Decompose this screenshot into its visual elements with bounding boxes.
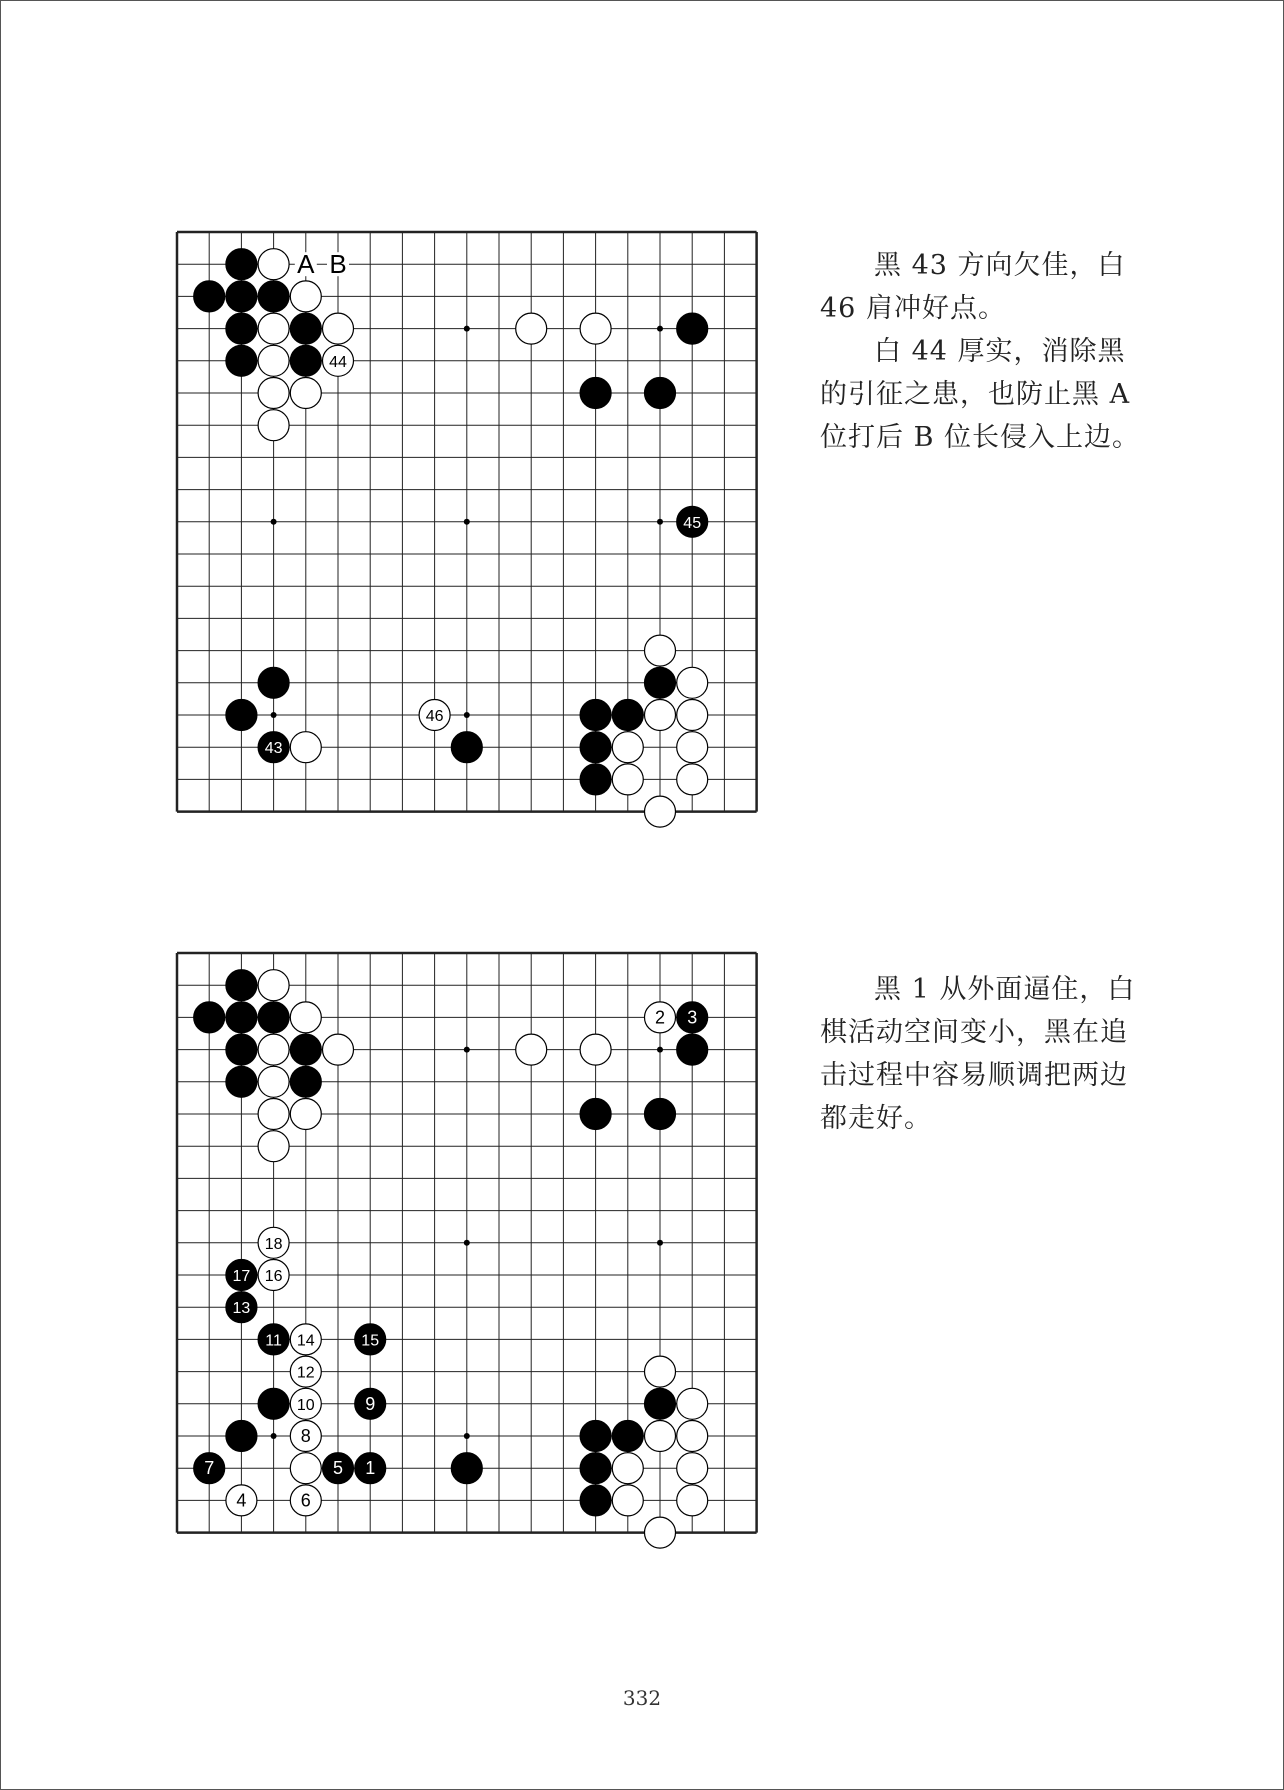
white-stone	[677, 1485, 708, 1516]
white-stone	[290, 1002, 321, 1033]
white-stone	[258, 249, 289, 280]
black-stone	[677, 313, 708, 344]
white-stone	[258, 970, 289, 1001]
black-stone	[355, 1324, 386, 1355]
black-stone	[226, 1292, 257, 1323]
caption-paragraph: 黑 1 从外面逼住，白棋活动空间变小，黑在追击过程中容易顺调把两边都走好。	[820, 974, 1136, 1134]
white-stone	[323, 313, 354, 344]
move-number: 45	[683, 514, 702, 532]
black-stone	[226, 970, 257, 1001]
black-stone	[580, 1485, 611, 1516]
move-number: 8	[300, 1426, 311, 1446]
star-point	[464, 1433, 470, 1439]
black-stone	[258, 281, 289, 312]
white-stone	[645, 1002, 676, 1033]
black-stone	[677, 506, 708, 537]
white-stone	[516, 313, 547, 344]
move-number: 15	[361, 1332, 380, 1350]
move-number: 1	[365, 1458, 376, 1479]
move-number: 4	[236, 1490, 247, 1511]
white-stone	[645, 700, 676, 731]
move-number: 16	[264, 1268, 283, 1285]
position-label: A	[297, 249, 315, 280]
black-stone	[258, 1002, 289, 1033]
black-stone	[290, 1066, 321, 1097]
white-stone	[677, 764, 708, 795]
white-stone	[677, 1421, 708, 1452]
diagram-1-caption	[820, 244, 1140, 459]
star-point	[464, 1240, 470, 1246]
page-number: 332	[622, 1686, 662, 1710]
move-number: 10	[296, 1396, 315, 1414]
white-stone	[677, 700, 708, 731]
white-stone	[290, 378, 321, 409]
white-stone	[580, 1034, 611, 1065]
white-stone	[258, 1099, 289, 1130]
white-stone	[290, 1356, 321, 1387]
black-stone	[451, 732, 482, 763]
white-stone	[419, 700, 450, 731]
white-stone	[580, 313, 611, 344]
star-point	[271, 712, 277, 718]
black-stone	[580, 700, 611, 731]
black-stone	[677, 1034, 708, 1065]
move-number: 18	[264, 1235, 283, 1253]
black-stone	[645, 378, 676, 409]
white-stone	[290, 1324, 321, 1355]
white-stone	[645, 635, 676, 666]
black-stone	[645, 1388, 676, 1419]
go-diagram-1	[160, 215, 774, 829]
black-stone	[612, 700, 643, 731]
white-stone	[258, 410, 289, 441]
black-stone	[194, 1002, 225, 1033]
move-number: 43	[264, 740, 283, 758]
move-number: 3	[687, 1007, 698, 1028]
white-stone	[290, 732, 321, 763]
move-number: 11	[265, 1332, 282, 1350]
caption-paragraph: 黑 43 方向欠佳，白 46 肩冲好点。	[820, 250, 1126, 324]
black-stone	[258, 1324, 289, 1355]
white-stone	[645, 1356, 676, 1387]
black-stone	[226, 1421, 257, 1452]
white-stone	[258, 1034, 289, 1065]
black-stone	[580, 1421, 611, 1452]
caption-paragraph: 白 44 厚实，消除黑的引征之患，也防止黑 A 位打后 B 位长侵入上边。	[820, 336, 1141, 453]
star-point	[657, 1240, 663, 1246]
black-stone	[290, 345, 321, 376]
black-stone	[645, 667, 676, 698]
star-point	[464, 519, 470, 525]
move-number: 13	[232, 1300, 251, 1318]
black-stone	[323, 1453, 354, 1484]
white-stone	[612, 732, 643, 763]
diagram-2-caption	[820, 968, 1140, 1140]
black-stone	[258, 667, 289, 698]
white-stone	[290, 281, 321, 312]
black-stone	[645, 1099, 676, 1130]
white-stone	[258, 313, 289, 344]
star-point	[657, 519, 663, 525]
go-diagram-2	[160, 936, 774, 1550]
move-number: 7	[204, 1458, 215, 1479]
white-stone	[323, 1034, 354, 1065]
white-stone	[290, 1099, 321, 1130]
move-number: 6	[300, 1490, 311, 1511]
move-number: 12	[296, 1364, 315, 1382]
white-stone	[677, 732, 708, 763]
star-point	[271, 519, 277, 525]
move-number: 5	[332, 1458, 344, 1479]
black-stone	[290, 313, 321, 344]
star-point	[271, 1433, 277, 1439]
move-number: 9	[365, 1393, 376, 1414]
white-stone	[323, 345, 354, 376]
white-stone	[258, 1227, 289, 1258]
white-stone	[612, 764, 643, 795]
white-stone	[290, 1485, 321, 1516]
black-stone	[258, 1388, 289, 1419]
star-point	[464, 326, 470, 332]
white-stone	[516, 1034, 547, 1065]
black-stone	[226, 1260, 257, 1291]
move-number: 2	[654, 1007, 666, 1028]
black-stone	[226, 249, 257, 280]
black-stone	[226, 1034, 257, 1065]
white-stone	[258, 378, 289, 409]
move-number: 46	[425, 708, 444, 725]
black-stone	[258, 732, 289, 763]
black-stone	[580, 732, 611, 763]
white-stone	[226, 1485, 257, 1516]
black-stone	[612, 1421, 643, 1452]
star-point	[657, 326, 663, 332]
black-stone	[226, 1002, 257, 1033]
black-stone	[677, 1002, 708, 1033]
black-stone	[226, 313, 257, 344]
black-stone	[451, 1453, 482, 1484]
white-stone	[645, 796, 676, 827]
black-stone	[290, 1034, 321, 1065]
black-stone	[194, 1453, 225, 1484]
white-stone	[612, 1485, 643, 1516]
white-stone	[258, 1131, 289, 1162]
white-stone	[645, 1421, 676, 1452]
white-stone	[290, 1421, 321, 1452]
star-point	[464, 712, 470, 718]
black-stone	[580, 764, 611, 795]
black-stone	[355, 1388, 386, 1419]
black-stone	[355, 1453, 386, 1484]
black-stone	[580, 1453, 611, 1484]
black-stone	[226, 345, 257, 376]
white-stone	[258, 345, 289, 376]
black-stone	[226, 700, 257, 731]
star-point	[464, 1047, 470, 1053]
position-label: B	[329, 249, 347, 280]
star-point	[657, 1047, 663, 1053]
white-stone	[677, 667, 708, 698]
white-stone	[290, 1388, 321, 1419]
white-stone	[677, 1388, 708, 1419]
black-stone	[226, 1066, 257, 1097]
black-stone	[226, 281, 257, 312]
white-stone	[290, 1453, 321, 1484]
white-stone	[645, 1517, 676, 1548]
white-stone	[258, 1260, 289, 1291]
move-number: 17	[232, 1268, 251, 1285]
move-number: 44	[329, 353, 347, 371]
white-stone	[612, 1453, 643, 1484]
black-stone	[580, 378, 611, 409]
white-stone	[677, 1453, 708, 1484]
white-stone	[258, 1066, 289, 1097]
black-stone	[194, 281, 225, 312]
black-stone	[580, 1099, 611, 1130]
move-number: 14	[296, 1332, 315, 1350]
